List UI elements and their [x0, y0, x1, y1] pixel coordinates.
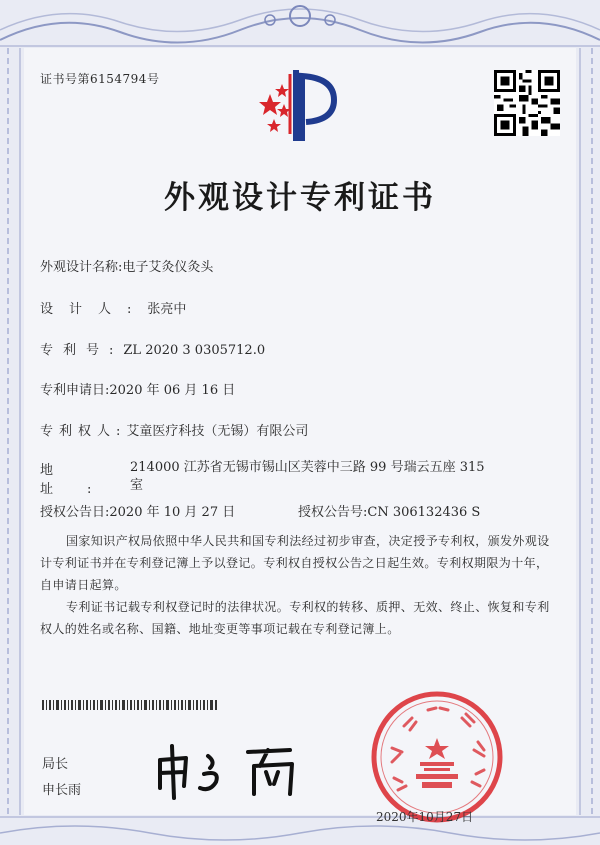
ornamental-border-left	[0, 48, 24, 845]
patent-number-value: ZL 2020 3 0305712.0	[123, 343, 266, 358]
designer-value: 张亮中	[147, 302, 187, 317]
field-patentee	[40, 420, 308, 439]
grant-number-value: CN 306132436 S	[367, 505, 481, 520]
ornamental-border-bottom	[0, 815, 600, 845]
patentee-label: 专利权人:	[40, 424, 127, 439]
patent-office-logo-icon	[250, 64, 350, 144]
design-name-label: 外观设计名称:	[40, 260, 123, 275]
field-design-name	[40, 256, 213, 275]
field-grant-number	[298, 501, 480, 520]
ornamental-border-right	[576, 48, 600, 845]
ornamental-border-top	[0, 0, 600, 48]
grant-date-label: 授权公告日:	[40, 505, 110, 520]
field-filing-date	[40, 379, 235, 398]
legal-paragraph-2: 专利证书记载专利权登记时的法律状况。专利权的转移、质押、无效、终止、恢复和专利权人的姓名或名称、国籍、地址变更等事项记载在专利登记簿上。	[40, 600, 550, 636]
qr-code-icon	[494, 70, 560, 136]
field-designer	[40, 298, 186, 317]
filing-date-label: 专利申请日:	[40, 383, 110, 398]
grant-date-value: 2020 年 10 月 27 日	[109, 505, 236, 520]
barcode-icon	[42, 700, 217, 710]
handwritten-signature	[150, 738, 310, 802]
field-grant-date	[40, 501, 235, 520]
seal-date: 2020年10月27日	[376, 810, 474, 824]
patent-number-label: 专利号:	[40, 343, 124, 358]
legal-paragraph-1: 国家知识产权局依照中华人民共和国专利法经过初步审查，决定授予专利权，颁发外观设计专利证书并在专利登记簿上予以登记。专利权自授权公告之日起生效。专利权期限为十年，自申请日起算。	[40, 534, 550, 592]
director-name: 申长雨	[42, 783, 82, 798]
address-label: 地址:	[40, 463, 126, 497]
director-title: 局长	[42, 757, 69, 772]
design-name-value: 电子艾灸仪灸头	[122, 260, 214, 275]
patentee-value: 艾童医疗科技（无锡）有限公司	[126, 424, 309, 439]
grant-number-label: 授权公告号:	[298, 505, 368, 520]
designer-label: 设计人:	[40, 302, 148, 317]
filing-date-value: 2020 年 06 月 16 日	[109, 383, 236, 398]
address-value: 214000 江苏省无锡市锡山区芙蓉中三路 99 号瑞云五座 315 室	[130, 460, 485, 493]
certificate-title: 外观设计专利证书	[164, 180, 436, 216]
official-seal-stamp	[370, 690, 504, 824]
field-patent-number	[40, 339, 265, 358]
certificate-number: 证书号第6154794号	[40, 72, 160, 86]
